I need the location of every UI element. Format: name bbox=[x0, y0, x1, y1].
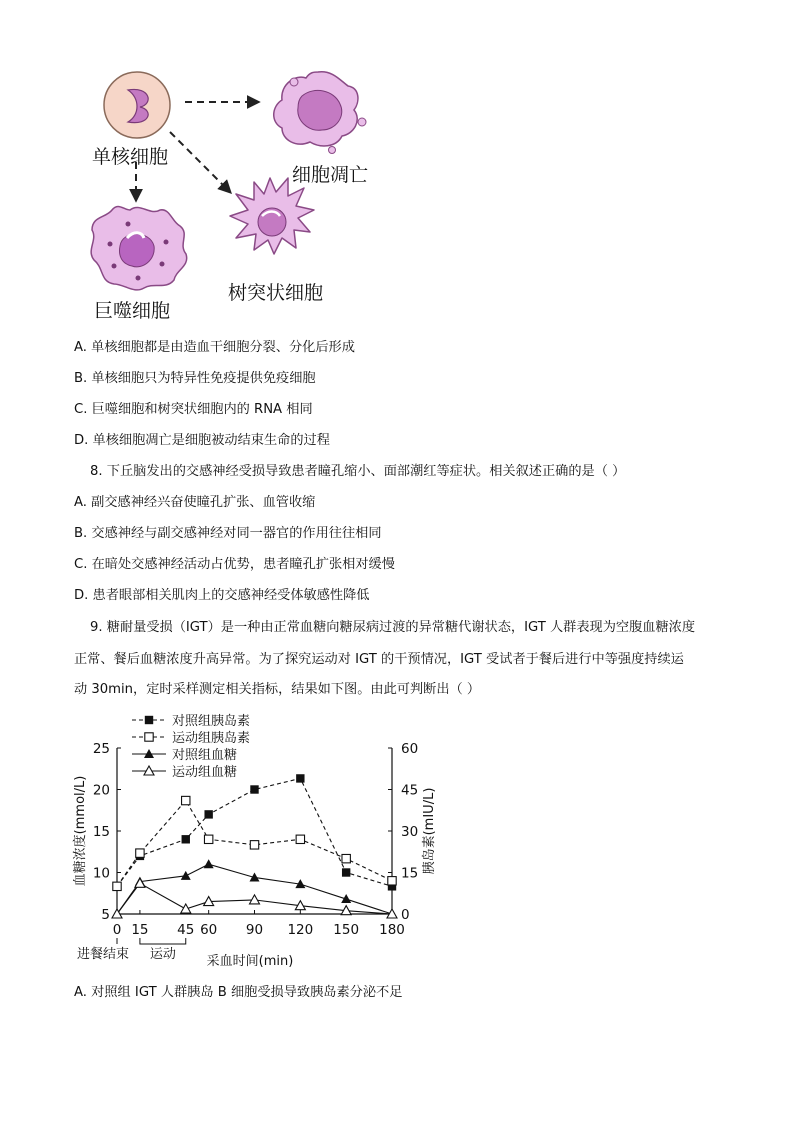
y-right-axis-title: 胰岛素(mIU/L) bbox=[422, 787, 437, 875]
series-3-point bbox=[135, 878, 145, 887]
x-tick-label: 15 bbox=[131, 922, 149, 938]
series-0-point bbox=[342, 868, 350, 876]
x-tick-label: 120 bbox=[287, 922, 314, 938]
label-macrophage: 巨噬细胞 bbox=[94, 300, 171, 322]
series-0-point bbox=[182, 835, 190, 843]
series-3-point bbox=[181, 904, 191, 913]
legend-marker-1 bbox=[145, 733, 153, 741]
series-1-point bbox=[204, 835, 212, 843]
x-tick-label: 150 bbox=[333, 922, 360, 938]
legend-label-2: 对照组血糖 bbox=[172, 748, 238, 763]
series-0-point bbox=[296, 774, 304, 782]
q9-stem-line-3: 动 30min，定时采样测定相关指标，结果如下图。由此可判断出（ ） bbox=[74, 682, 481, 697]
legend-label-3: 运动组血糖 bbox=[172, 765, 238, 780]
x-tick-label: 0 bbox=[112, 922, 122, 938]
q8-option-b: B. 交感神经与副交感神经对同一器官的作用往往相同 bbox=[74, 526, 382, 541]
label-monocyte: 单核细胞 bbox=[92, 146, 169, 168]
series-1-point bbox=[296, 835, 304, 843]
legend-label-1: 运动组胰岛素 bbox=[172, 731, 251, 746]
q8-option-d: D. 患者眼部相关肌肉上的交感神经受体敏感性降低 bbox=[74, 588, 370, 603]
series-2-point bbox=[341, 894, 351, 903]
y-right-tick-label: 60 bbox=[401, 741, 419, 757]
y-right-tick-label: 15 bbox=[401, 865, 419, 882]
y-left-tick-label: 15 bbox=[92, 824, 110, 840]
q9-option-a: A. 对照组 IGT 人群胰岛 B 细胞受损导致胰岛素分泌不足 bbox=[74, 985, 403, 1000]
series-0-point bbox=[204, 810, 212, 818]
q9-stem-line-1: 9. 糖耐量受损（IGT）是一种由正常血糖向糖尿病过渡的异常糖代谢状态，IGT 人群表现为空腹血糖浓度 bbox=[90, 620, 696, 635]
q7-option-d: D. 单核细胞凋亡是细胞被动结束生命的过程 bbox=[74, 433, 330, 448]
q8-option-a: A. 副交感神经兴奋使瞳孔扩张、血管收缩 bbox=[74, 495, 316, 510]
x-tick-label: 90 bbox=[245, 922, 264, 938]
y-right-tick-label: 0 bbox=[401, 907, 410, 923]
dendritic-cell-icon bbox=[230, 178, 314, 254]
q7-option-b: B. 单核细胞只为特异性免疫提供免疫细胞 bbox=[74, 371, 316, 386]
q7-option-c: C. 巨噬细胞和树突状细胞内的 RNA 相同 bbox=[74, 402, 313, 417]
series-2-point bbox=[204, 859, 214, 868]
apoptotic-cell-icon bbox=[274, 72, 366, 154]
x-axis-title: 采血时间(min) bbox=[206, 954, 294, 969]
series-1-point bbox=[250, 841, 258, 849]
legend-marker-0 bbox=[145, 716, 153, 724]
series-1-point bbox=[113, 882, 121, 890]
legend-label-0: 对照组胰岛素 bbox=[172, 714, 251, 729]
series-line-2 bbox=[117, 864, 392, 914]
macrophage-icon bbox=[91, 206, 187, 289]
label-dendritic: 树突状细胞 bbox=[228, 282, 324, 304]
x-tick-label: 180 bbox=[379, 922, 405, 938]
series-2-point bbox=[181, 871, 191, 880]
arrow-to-dendritic bbox=[170, 132, 230, 192]
glucose-insulin-chart bbox=[70, 708, 450, 973]
y-right-tick-label: 30 bbox=[401, 824, 419, 840]
series-0-point bbox=[250, 785, 258, 793]
y-left-tick-label: 20 bbox=[92, 782, 110, 799]
series-1-point bbox=[182, 796, 190, 804]
label-apoptosis: 细胞凋亡 bbox=[292, 164, 369, 186]
exercise-annotation: 运动 bbox=[149, 947, 176, 962]
series-1-point bbox=[342, 854, 350, 862]
series-1-point bbox=[136, 849, 144, 857]
q9-stem-line-2: 正常、餐后血糖浓度升高异常。为了探究运动对 IGT 的干预情况，IGT 受试者于餐后进行中等强度持续运 bbox=[74, 652, 684, 667]
y-left-tick-label: 10 bbox=[92, 865, 110, 882]
meal-end-annotation: 进餐结束 bbox=[76, 947, 130, 962]
q7-option-a: A. 单核细胞都是由造血干细胞分裂、分化后形成 bbox=[74, 340, 355, 355]
x-tick-label: 60 bbox=[200, 922, 218, 938]
y-left-tick-label: 25 bbox=[92, 741, 110, 757]
y-left-tick-label: 5 bbox=[101, 907, 110, 923]
x-tick-label: 45 bbox=[177, 922, 195, 938]
y-right-tick-label: 45 bbox=[401, 782, 419, 799]
exercise-bracket bbox=[140, 938, 186, 944]
monocyte-icon bbox=[104, 72, 170, 138]
series-line-0 bbox=[117, 778, 392, 886]
q8-stem: 8. 下丘脑发出的交感神经受损导致患者瞳孔缩小、面部潮红等症状。相关叙述正确的是（ ） bbox=[90, 464, 626, 479]
q8-option-c: C. 在暗处交感神经活动占优势，患者瞳孔扩张相对缓慢 bbox=[74, 557, 395, 572]
series-3-point bbox=[250, 895, 260, 904]
y-left-axis-title: 血糖浓度(mmol/L) bbox=[73, 775, 88, 887]
series-1-point bbox=[388, 877, 396, 885]
